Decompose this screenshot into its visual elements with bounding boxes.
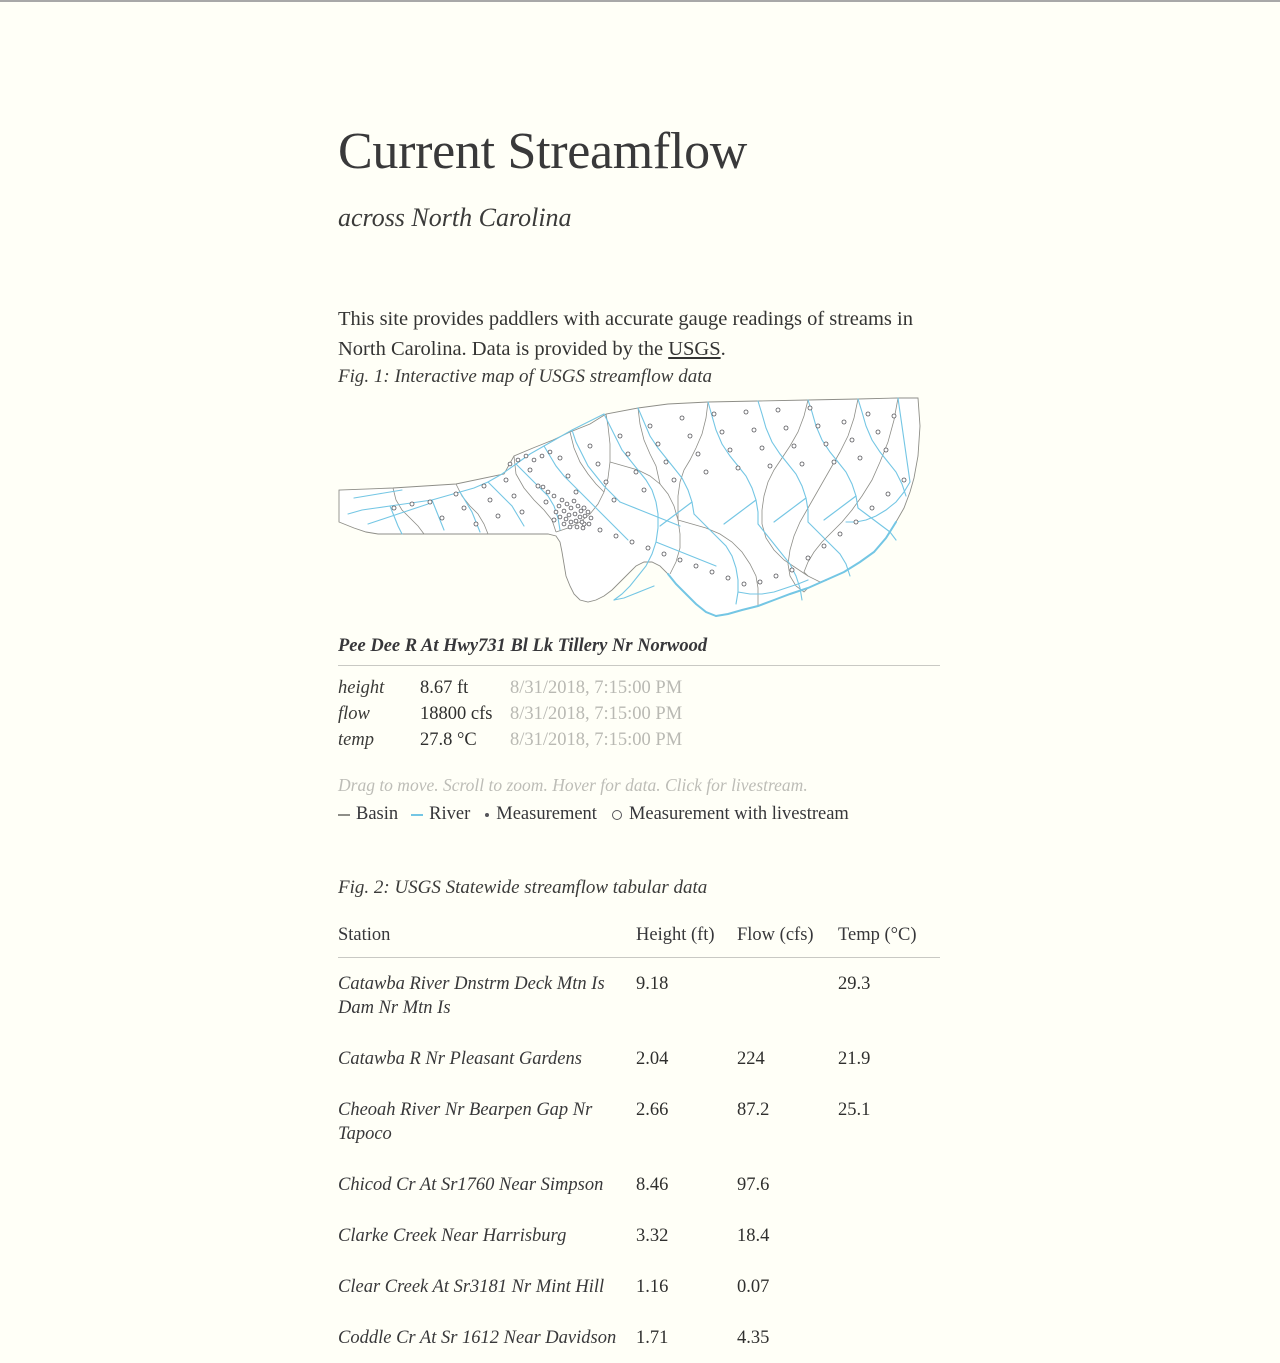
table-row[interactable] xyxy=(338,1210,940,1261)
streamflow-table xyxy=(338,925,940,1363)
table-row[interactable] xyxy=(338,1084,940,1159)
readout-time-temp: 8/31/2018, 7:15:00 PM xyxy=(510,730,682,751)
intro-text-before: This site provides paddlers with accurate gauge readings of streams in North Carolina. Data is provided by the xyxy=(338,308,913,360)
cell-station: Clear Creek At Sr3181 Nr Mint Hill xyxy=(338,1261,636,1312)
cell-height: 1.71 xyxy=(636,1312,737,1363)
readout-row-temp xyxy=(338,730,942,756)
readout-row-flow xyxy=(338,704,942,730)
cell-station: Cheoah River Nr Bearpen Gap Nr Tapoco xyxy=(338,1084,636,1159)
usgs-link[interactable]: USGS xyxy=(668,338,720,360)
cell-flow: 18.4 xyxy=(737,1210,838,1261)
intro-text-after: . xyxy=(721,338,726,360)
readout-label-flow: flow xyxy=(338,704,420,725)
column-header-temp[interactable]: Temp (°C) xyxy=(838,925,940,958)
readout-label-height: height xyxy=(338,678,420,699)
column-header-flow[interactable]: Flow (cfs) xyxy=(737,925,838,958)
readout-value-flow: 18800 cfs xyxy=(420,704,510,725)
cell-station: Coddle Cr At Sr 1612 Near Davidson xyxy=(338,1312,636,1363)
cell-temp xyxy=(838,1312,940,1363)
map-svg[interactable] xyxy=(338,396,942,632)
cell-flow: 224 xyxy=(737,1033,838,1084)
cell-station: Clarke Creek Near Harrisburg xyxy=(338,1210,636,1261)
cell-height: 2.04 xyxy=(636,1033,737,1084)
cell-flow: 97.6 xyxy=(737,1159,838,1210)
page-subtitle: across North Carolina xyxy=(338,203,572,233)
streamflow-map[interactable] xyxy=(338,396,942,632)
map-legend xyxy=(338,804,862,825)
readout-row-height xyxy=(338,678,942,704)
cell-height: 3.32 xyxy=(636,1210,737,1261)
measurement-ring-icon xyxy=(612,810,622,820)
cell-temp xyxy=(838,1159,940,1210)
cell-temp: 25.1 xyxy=(838,1084,940,1159)
legend-label-measurement: Measurement xyxy=(496,804,597,825)
cell-temp: 21.9 xyxy=(838,1033,940,1084)
table-header xyxy=(338,925,940,958)
station-readout-table xyxy=(338,678,942,756)
legend-item-river xyxy=(411,804,470,825)
cell-flow: 87.2 xyxy=(737,1084,838,1159)
cell-station: Catawba R Nr Pleasant Gardens xyxy=(338,1033,636,1084)
figure1-caption: Fig. 1: Interactive map of USGS streamflow data xyxy=(338,366,712,388)
readout-value-temp: 27.8 °C xyxy=(420,730,510,751)
table-row[interactable] xyxy=(338,958,940,1034)
readout-divider xyxy=(338,665,940,666)
intro-paragraph xyxy=(338,304,913,364)
cell-height: 9.18 xyxy=(636,958,737,1034)
table-row[interactable] xyxy=(338,1312,940,1363)
cell-height: 8.46 xyxy=(636,1159,737,1210)
cell-flow xyxy=(737,958,838,1034)
column-header-station[interactable]: Station xyxy=(338,925,636,958)
legend-label-basin: Basin xyxy=(356,804,398,825)
legend-item-measurement xyxy=(483,804,597,825)
legend-label-measurement-livestream: Measurement with livestream xyxy=(629,804,849,825)
cell-temp xyxy=(838,1261,940,1312)
measurement-dot-icon xyxy=(485,813,489,817)
readout-value-height: 8.67 ft xyxy=(420,678,510,699)
cell-station: Chicod Cr At Sr1760 Near Simpson xyxy=(338,1159,636,1210)
legend-item-basin xyxy=(338,804,398,825)
table-row[interactable] xyxy=(338,1261,940,1312)
cell-flow: 0.07 xyxy=(737,1261,838,1312)
table-row[interactable] xyxy=(338,1159,940,1210)
top-border xyxy=(0,0,1280,2)
readout-time-flow: 8/31/2018, 7:15:00 PM xyxy=(510,704,682,725)
map-state-outline xyxy=(339,398,920,616)
figure2-caption: Fig. 2: USGS Statewide streamflow tabular data xyxy=(338,877,707,899)
cell-temp: 29.3 xyxy=(838,958,940,1034)
map-interaction-hint: Drag to move. Scroll to zoom. Hover for data. Click for livestream. xyxy=(338,775,808,796)
cell-flow: 4.35 xyxy=(737,1312,838,1363)
legend-item-measurement-livestream xyxy=(610,804,849,825)
cell-temp xyxy=(838,1210,940,1261)
readout-time-height: 8/31/2018, 7:15:00 PM xyxy=(510,678,682,699)
basin-line-icon xyxy=(338,814,350,816)
cell-height: 1.16 xyxy=(636,1261,737,1312)
cell-height: 2.66 xyxy=(636,1084,737,1159)
table-header-row xyxy=(338,925,940,958)
cell-station: Catawba River Dnstrm Deck Mtn Is Dam Nr Mtn Is xyxy=(338,958,636,1034)
table-row[interactable] xyxy=(338,1033,940,1084)
page-title: Current Streamflow xyxy=(338,125,747,180)
river-line-icon xyxy=(411,814,423,816)
readout-label-temp: temp xyxy=(338,730,420,751)
column-header-height[interactable]: Height (ft) xyxy=(636,925,737,958)
table-body xyxy=(338,958,940,1363)
legend-label-river: River xyxy=(429,804,470,825)
selected-station-name: Pee Dee R At Hwy731 Bl Lk Tillery Nr Norwood xyxy=(338,636,707,657)
